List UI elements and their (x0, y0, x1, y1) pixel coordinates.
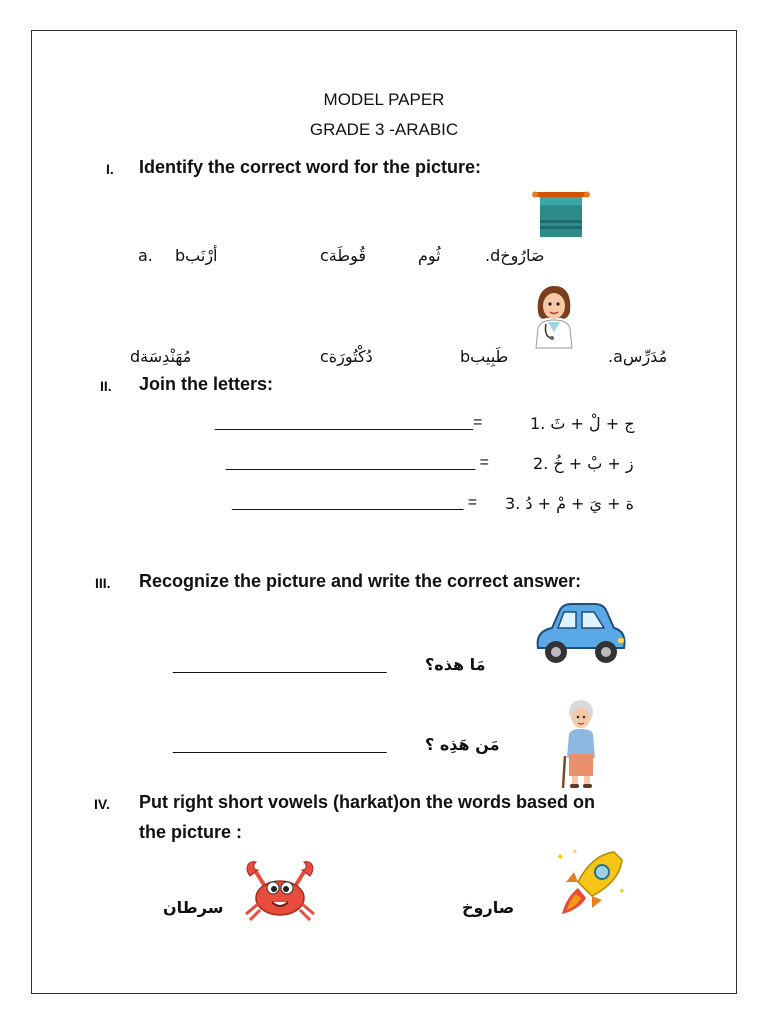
join-blank-2[interactable]: ____________________________ = (226, 454, 489, 471)
q1-option-a: a. (138, 246, 153, 265)
join-blank-3[interactable]: __________________________ = (232, 494, 478, 511)
towel-icon (532, 190, 590, 238)
page-subtitle: GRADE 3 -ARABIC (309, 120, 459, 139)
section-4-heading-line2: the picture : (139, 822, 243, 842)
svg-text:✦: ✦ (572, 848, 578, 856)
q1-option-d: صَارُوخd. (485, 246, 545, 265)
grandmother-icon (555, 698, 607, 790)
join-blank-1[interactable]: _____________________________= (215, 414, 483, 431)
q2-option-d: مُهَنْدِسَةd (130, 347, 192, 366)
svg-text:✦: ✦ (556, 852, 565, 863)
word-rocket: صاروخ (462, 898, 515, 917)
answer-blank-1[interactable]: ________________________ (173, 657, 387, 674)
join-expr-1: ج + لْ + ثَ .1 (530, 414, 635, 433)
join-expr-2: ز + بْ + خُ .2 (533, 454, 634, 473)
section-1-heading: Identify the correct word for the picture: (139, 157, 482, 177)
section-1-number: I. (106, 161, 114, 177)
q1-option-c: قُوطَةc (320, 246, 367, 265)
question-2: مَن هَذِه ؟ (425, 735, 500, 754)
question-1: مَا هذه؟ (425, 655, 486, 674)
join-expr-3: ة + يَ + مْ + دُ .3 (505, 494, 635, 513)
section-2-number: II. (100, 378, 112, 394)
section-3-heading: Recognize the picture and write the correct answer: (139, 571, 582, 591)
car-icon (532, 600, 628, 670)
q1-option-thum: ثُوم (418, 246, 441, 265)
section-4-number: IV. (94, 796, 110, 812)
q2-option-c: دُكْتُورَةc (320, 347, 373, 366)
section-3-number: III. (95, 575, 111, 591)
q1-option-b: أرْنَبb (175, 246, 218, 265)
section-4-heading-line1: Put right short vowels (harkat)on the words based on (139, 792, 596, 812)
page-title: MODEL PAPER (323, 90, 445, 109)
rocket-icon (552, 846, 630, 922)
crab-icon (240, 858, 320, 926)
answer-blank-2[interactable]: ________________________ (173, 737, 387, 754)
doctor-icon (530, 282, 578, 348)
word-crab: سرطان (163, 898, 224, 917)
q2-option-b: طَبِيبb (460, 347, 509, 366)
section-2-heading: Join the letters: (139, 374, 274, 394)
svg-text:✦: ✦ (618, 887, 626, 897)
q2-option-a: مُدَرِّسa. (608, 347, 668, 366)
